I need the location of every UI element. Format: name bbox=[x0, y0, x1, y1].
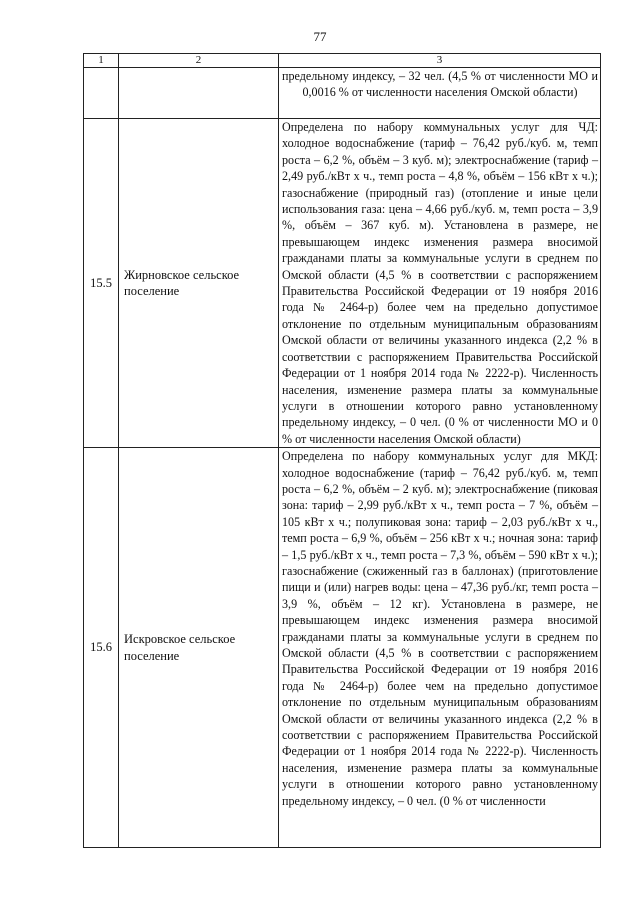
row-description bbox=[279, 119, 601, 448]
row-description-text: предельному индексу, – 32 чел. (4,5 % от численности МО и 0,0016 % от численности населения Омской области) bbox=[282, 69, 598, 100]
row-number bbox=[84, 68, 119, 119]
row-description-text: Определена по набору коммунальных услуг для ЧД: холодное водоснабжение (тариф – 76,42 руб./куб. м, темп роста – 6,2 %, объём – 3 куб. м); электроснабжение (тариф – 2,49 руб./кВт х ч., темп роста – 4,8 %, объём – 156 кВт х ч.); газоснабжение (природный газ) (отопление и иные цели использования газа: цена – 4,66 руб./куб. м, темп роста – 3,9 %, объём – 367 куб. м). Установлена в размере, не превышающем индекс изменения размера вносимой гражданами платы за коммунальные услуги в среднем по Омской области (4,5 % в соответствии с распоряжением Правительства Российской Федерации от 19 ноября 2016 года № 2464-р) более чем на предельно допустимое отклонение по отдельным муниципальным образованиям Омской области от величины указанного индекса (2,2 % в соответствии с распоряжением Правительства Российской Федерации от 1 ноября 2014 года № 2222-р). Численность населения, изменение размера платы за коммунальные услуги в отношении которого равно установленному предельному индексу, – 0 чел. (0 % от численности МО и 0 % от численности населения Омской области) bbox=[282, 120, 598, 446]
row-description bbox=[279, 68, 601, 119]
row-description-text: Определена по набору коммунальных услуг для МКД: холодное водоснабжение (тариф – 76,42 руб./куб. м, темп роста – 6,2 %, объём – 2 куб. м); электроснабжение (пиковая зона: тариф – 2,99 руб./кВт х ч., темп роста – 7 %, объём – 105 кВт х ч.; полупиковая зона: тариф – 2,03 руб./кВт х ч., темп роста – 6,9 %, объём – 256 кВт х ч.; ночная зона: тариф – 1,5 руб./кВт х ч., темп роста – 7,3 %, объём – 590 кВт х ч.); газоснабжение (сжиженный газ в баллонах) (приготовление пищи и (или) нагрев воды: цена – 47,36 руб./кг, темп роста – 3,9 %, объём – 12 кг). Установлена в размере, не превышающем индекс изменения размера вносимой гражданами платы за коммунальные услуги в среднем по Омской области (4,5 % в соответствии с распоряжением Правительства Российской Федерации от 19 ноября 2016 года № 2464-р) более чем на предельно допустимое отклонение по отдельным муниципальным образованиям Омской области от величины указанного индекса (2,2 % в соответствии с распоряжением Правительства Российской Федерации от 1 ноября 2014 года № 2222-р). Численность населения, изменение размера платы за коммунальные услуги в отношении которого равно установленному предельному индексу, – 0 чел. (0 % от численности bbox=[282, 449, 598, 808]
row-number: 15.6 bbox=[84, 448, 119, 848]
column-header-1: 1 bbox=[84, 54, 119, 68]
row-description bbox=[279, 448, 601, 848]
municipality-name: Искровское сельское поселение bbox=[119, 448, 279, 848]
table-row bbox=[84, 448, 601, 848]
column-header-2: 2 bbox=[119, 54, 279, 68]
row-number: 15.5 bbox=[84, 119, 119, 448]
municipality-name: Жирновское сельское поселение bbox=[119, 119, 279, 448]
municipal-table bbox=[83, 53, 601, 848]
table-row bbox=[84, 119, 601, 448]
table-row bbox=[84, 68, 601, 119]
table-header-row bbox=[84, 54, 601, 68]
municipality-name bbox=[119, 68, 279, 119]
page-number: 77 bbox=[313, 29, 327, 44]
column-header-3: 3 bbox=[279, 54, 601, 68]
